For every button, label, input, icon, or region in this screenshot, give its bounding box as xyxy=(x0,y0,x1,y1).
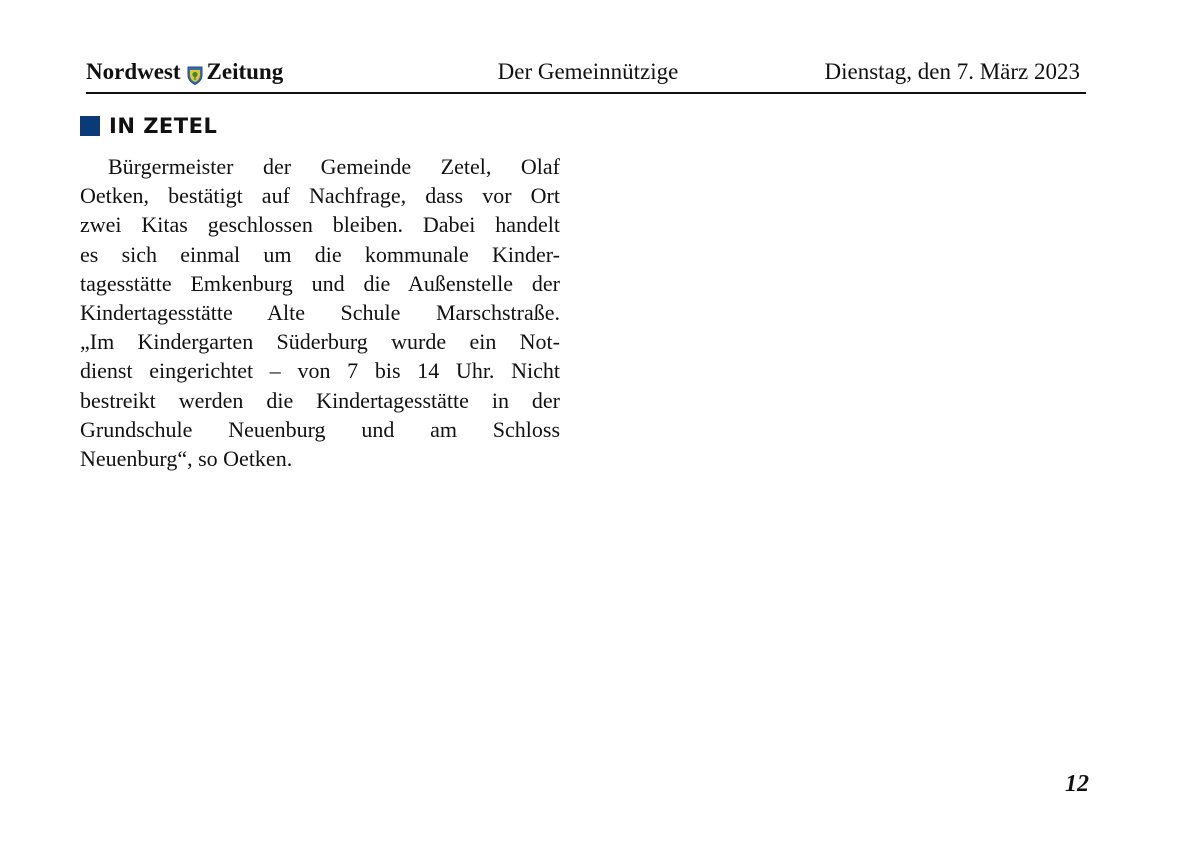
article-line: zwei Kitas geschlossen bleiben. Dabei handelt xyxy=(80,212,560,238)
article-line: Bürgermeister der Gemeinde Zetel, Olaf xyxy=(108,154,560,179)
section-heading-block xyxy=(80,114,217,138)
article-line: Oetken, bestätigt auf Nachfrage, dass vor Ort xyxy=(80,183,560,209)
article-line: dienst eingerichtet – von 7 bis 14 Uhr. Nicht xyxy=(80,358,560,384)
masthead-right-text: Zeitung xyxy=(206,59,284,84)
page-header xyxy=(86,56,1086,94)
article-line: tagesstätte Emkenburg und die Außenstelle der xyxy=(80,270,560,296)
article-body xyxy=(80,152,560,473)
article-line: Kindertagesstätte Alte Schule Marschstraße. xyxy=(80,299,560,325)
article-line: es sich einmal um die kommunale Kinder- xyxy=(80,241,560,267)
masthead-left-text: Nordwest xyxy=(86,59,181,84)
issue-date: Dienstag, den 7. März 2023 xyxy=(824,59,1080,84)
article-line: Neuenburg“, so Oetken. xyxy=(80,445,293,471)
article-line: bestreikt werden die Kindertagesstätte in der xyxy=(80,387,560,413)
section-heading: IN ZETEL xyxy=(109,114,218,138)
article-line: „Im Kindergarten Süderburg wurde ein Not- xyxy=(80,329,560,355)
page-number: 12 xyxy=(1065,771,1089,797)
supplement-title: Der Gemeinnützige xyxy=(497,59,679,84)
section-marker-icon xyxy=(80,116,100,136)
article-line: Grundschule Neuenburg und am Schloss xyxy=(80,416,560,442)
